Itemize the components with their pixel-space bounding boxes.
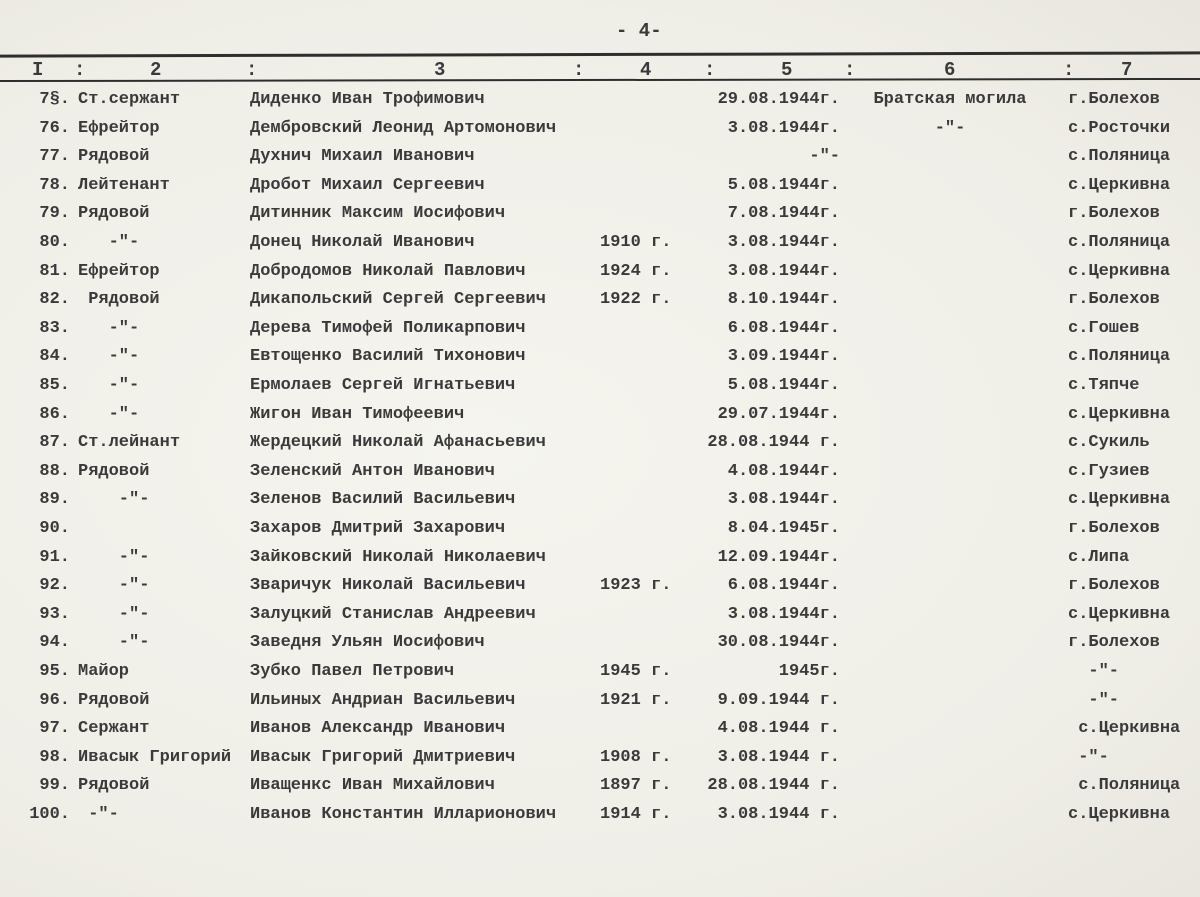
full-name: Ермолаев Сергей Игнатьевич — [250, 376, 516, 395]
table-row — [0, 576, 1200, 604]
table-row — [0, 147, 1200, 175]
row-number: 92. — [39, 576, 70, 596]
full-name: Зваричук Николай Васильевич — [250, 576, 526, 596]
birth-year: 1897 г. — [600, 776, 672, 796]
row-number: 93. — [39, 604, 70, 624]
death-date: 28.08.1944 г. — [707, 776, 840, 796]
burial-place: г.Болехов — [1068, 576, 1160, 596]
death-date: 6.08.1944г. — [727, 576, 840, 596]
birth-year: 1924 г. — [600, 261, 672, 281]
rank: -"- — [78, 233, 140, 252]
row-number: 82. — [39, 290, 70, 310]
burial-place: с.Поляница — [1068, 776, 1181, 796]
table-row — [0, 748, 1200, 776]
burial-place: г.Болехов — [1068, 90, 1160, 109]
death-date: 3.08.1944г. — [727, 261, 840, 281]
header-top-rule — [0, 51, 1200, 57]
rank: Ст.лейнант — [78, 433, 181, 453]
burial-type: -"- — [934, 118, 966, 138]
full-name: Жигон Иван Тимофеевич — [250, 404, 465, 424]
header-separator: : — [704, 59, 716, 81]
header-separator: : — [74, 59, 86, 81]
row-number: 84. — [39, 347, 70, 367]
full-name: Иващенкс Иван Михайлович — [250, 776, 495, 796]
header-separator: : — [1063, 59, 1075, 81]
full-name: Дерева Тимофей Поликарпович — [250, 318, 526, 338]
birth-year: 1945 г. — [600, 662, 672, 681]
table-row — [0, 805, 1200, 833]
table-row — [0, 633, 1200, 661]
full-name: Захаров Дмитрий Захарович — [250, 519, 506, 538]
header-col-6: 6 — [944, 59, 956, 81]
full-name: Ивасык Григорий Дмитриевич — [250, 747, 516, 767]
death-date: 5.08.1944г. — [727, 376, 840, 395]
header-col-4: 4 — [640, 59, 652, 81]
header-col-7: 7 — [1121, 59, 1133, 81]
death-date: 8.04.1945г. — [727, 519, 840, 538]
birth-year: 1922 г. — [600, 290, 672, 310]
header-col-3: 3 — [434, 59, 446, 81]
row-number: 89. — [39, 490, 70, 510]
row-number: 79. — [39, 204, 70, 224]
rank: Рядовой — [78, 690, 150, 710]
death-date: 8.10.1944г. — [727, 290, 840, 310]
burial-place: с.Церкивна — [1068, 261, 1171, 281]
death-date: 3.08.1944г. — [727, 490, 840, 510]
row-number: 100. — [29, 805, 70, 824]
burial-place: с.Церкивна — [1068, 604, 1171, 624]
burial-place: г.Болехов — [1068, 290, 1160, 310]
table-row — [0, 119, 1200, 147]
death-date: 28.08.1944 г. — [707, 433, 840, 453]
row-number: 81. — [39, 261, 70, 281]
rank: -"- — [78, 376, 140, 395]
burial-place: с.Церкивна — [1068, 490, 1171, 510]
rank: -"- — [78, 490, 150, 510]
row-number: 95. — [39, 662, 70, 681]
death-date: 29.07.1944г. — [717, 404, 840, 424]
burial-place: -"- — [1068, 747, 1109, 767]
burial-place: с.Церкивна — [1068, 805, 1171, 824]
table-row — [0, 776, 1200, 804]
death-date: 7.08.1944г. — [727, 204, 840, 224]
row-number: 85. — [39, 376, 70, 395]
birth-year: 1910 г. — [600, 233, 672, 252]
full-name: Зеленов Василий Васильевич — [250, 490, 516, 510]
rank: Рядовой — [78, 204, 150, 224]
full-name: Дембровский Леонид Артомонович — [250, 118, 557, 138]
death-date: 3.09.1944г. — [727, 347, 840, 367]
burial-place: с.Гошев — [1068, 318, 1140, 338]
burial-place: с.Тяпче — [1068, 376, 1140, 395]
table-row — [0, 290, 1200, 318]
full-name: Диденко Иван Трофимович — [250, 90, 485, 109]
full-name: Иванов Константин Илларионович — [250, 805, 557, 824]
row-number: 96. — [39, 690, 70, 710]
row-number: 78. — [39, 175, 70, 195]
table-row — [0, 176, 1200, 204]
burial-place: с.Липа — [1068, 547, 1130, 567]
rank: -"- — [78, 604, 150, 624]
table-row — [0, 548, 1200, 576]
full-name: Духнич Михаил Иванович — [250, 147, 475, 167]
full-name: Иванов Александр Иванович — [250, 719, 506, 739]
burial-place: с.Сукиль — [1068, 433, 1150, 453]
death-date: 30.08.1944г. — [717, 633, 840, 653]
table-row — [0, 662, 1200, 690]
full-name: Донец Николай Иванович — [250, 233, 475, 252]
rank: -"- — [78, 404, 140, 424]
row-number: 83. — [39, 318, 70, 338]
death-date: 3.08.1944г. — [727, 118, 840, 138]
header-col-1: I — [32, 59, 44, 81]
table-row — [0, 347, 1200, 375]
table-row — [0, 376, 1200, 404]
burial-place: -"- — [1068, 690, 1120, 710]
rank: Рядовой — [78, 776, 150, 796]
full-name: Зубко Павел Петрович — [250, 662, 455, 681]
row-number: 97. — [39, 719, 70, 739]
death-date: -"- — [809, 147, 840, 167]
full-name: Добродомов Николай Павлович — [250, 261, 526, 281]
burial-place: г.Болехов — [1068, 519, 1160, 538]
death-date: 29.08.1944г. — [717, 90, 840, 109]
table-row — [0, 490, 1200, 518]
table-row — [0, 462, 1200, 490]
full-name: Жердецкий Николай Афанасьевич — [250, 433, 546, 453]
death-date: 3.08.1944 г. — [717, 805, 840, 824]
page-number: - 4- — [616, 20, 662, 42]
full-name: Залуцкий Станислав Андреевич — [250, 604, 536, 624]
full-name: Зеленский Антон Иванович — [250, 461, 495, 481]
rank: Ефрейтор — [78, 118, 160, 138]
death-date: 4.08.1944 г. — [717, 719, 840, 739]
full-name: Дитинник Максим Иосифович — [250, 204, 506, 224]
table-row — [0, 233, 1200, 261]
burial-place: с.Гузиев — [1068, 461, 1150, 481]
table-row — [0, 90, 1200, 118]
header-separator: : — [573, 59, 585, 81]
header-col-2: 2 — [150, 59, 162, 81]
rank: Ст.сержант — [78, 90, 181, 109]
burial-place: с.Церкивна — [1068, 175, 1171, 195]
row-number: 94. — [39, 633, 70, 653]
table-row — [0, 204, 1200, 232]
row-number: 98. — [39, 747, 70, 767]
table-row — [0, 719, 1200, 747]
header-bottom-rule — [0, 78, 1200, 82]
row-number: 76. — [39, 118, 70, 138]
burial-place: с.Церкивна — [1068, 404, 1171, 424]
death-date: 3.08.1944г. — [727, 233, 840, 252]
burial-place: -"- — [1068, 662, 1120, 681]
row-number: 88. — [39, 461, 70, 481]
full-name: Заведня Ульян Иосифович — [250, 633, 485, 653]
burial-place: с.Поляница — [1068, 233, 1171, 252]
table-row — [0, 605, 1200, 633]
rank: -"- — [78, 805, 119, 824]
rank: -"- — [78, 547, 150, 567]
birth-year: 1923 г. — [600, 576, 672, 596]
death-date: 5.08.1944г. — [727, 175, 840, 195]
burial-type: Братская могила — [873, 90, 1027, 109]
rank: -"- — [78, 576, 150, 596]
full-name: Дробот Михаил Сергеевич — [250, 175, 485, 195]
table-row — [0, 319, 1200, 347]
death-date: 6.08.1944г. — [727, 318, 840, 338]
rank: Рядовой — [78, 147, 150, 167]
row-number: 90. — [39, 519, 70, 538]
full-name: Зайковский Николай Николаевич — [250, 547, 546, 567]
table-row — [0, 433, 1200, 461]
row-number: 91. — [39, 547, 70, 567]
full-name: Ильиных Андриан Васильевич — [250, 690, 516, 710]
death-date: 3.08.1944г. — [727, 604, 840, 624]
death-date: 9.09.1944 г. — [717, 690, 840, 710]
row-number: 87. — [39, 433, 70, 453]
rank: Лейтенант — [78, 175, 170, 195]
rank: Рядовой — [78, 461, 150, 481]
rank: -"- — [78, 633, 150, 653]
burial-place: г.Болехов — [1068, 633, 1160, 653]
birth-year: 1908 г. — [600, 747, 672, 767]
burial-place: с.Поляница — [1068, 347, 1171, 367]
header-separator: : — [844, 59, 856, 81]
table-row — [0, 691, 1200, 719]
burial-place: с.Росточки — [1068, 118, 1171, 138]
full-name: Дикапольский Сергей Сергеевич — [250, 290, 546, 310]
table-row — [0, 519, 1200, 547]
header-col-5: 5 — [781, 59, 793, 81]
birth-year: 1914 г. — [600, 805, 672, 824]
rank: Майор — [78, 662, 130, 681]
table-row — [0, 262, 1200, 290]
row-number: 7§. — [39, 90, 70, 109]
death-date: 4.08.1944г. — [727, 461, 840, 481]
header-separator: : — [246, 59, 258, 81]
burial-place: г.Болехов — [1068, 204, 1160, 224]
rank: Ефрейтор — [78, 261, 160, 281]
full-name: Евтощенко Василий Тихонович — [250, 347, 526, 367]
rank: Рядовой — [78, 290, 160, 310]
table-row — [0, 405, 1200, 433]
row-number: 80. — [39, 233, 70, 252]
death-date: 3.08.1944 г. — [717, 747, 840, 767]
rank: Ивасык Григорий — [78, 747, 232, 767]
burial-place: с.Церкивна — [1068, 719, 1181, 739]
rank: Сержант — [78, 719, 150, 739]
rank: -"- — [78, 347, 140, 367]
death-date: 1945г. — [778, 662, 840, 681]
burial-place: с.Поляница — [1068, 147, 1171, 167]
row-number: 99. — [39, 776, 70, 796]
rank: -"- — [78, 318, 140, 338]
birth-year: 1921 г. — [600, 690, 672, 710]
row-number: 77. — [39, 147, 70, 167]
death-date: 12.09.1944г. — [717, 547, 840, 567]
row-number: 86. — [39, 404, 70, 424]
